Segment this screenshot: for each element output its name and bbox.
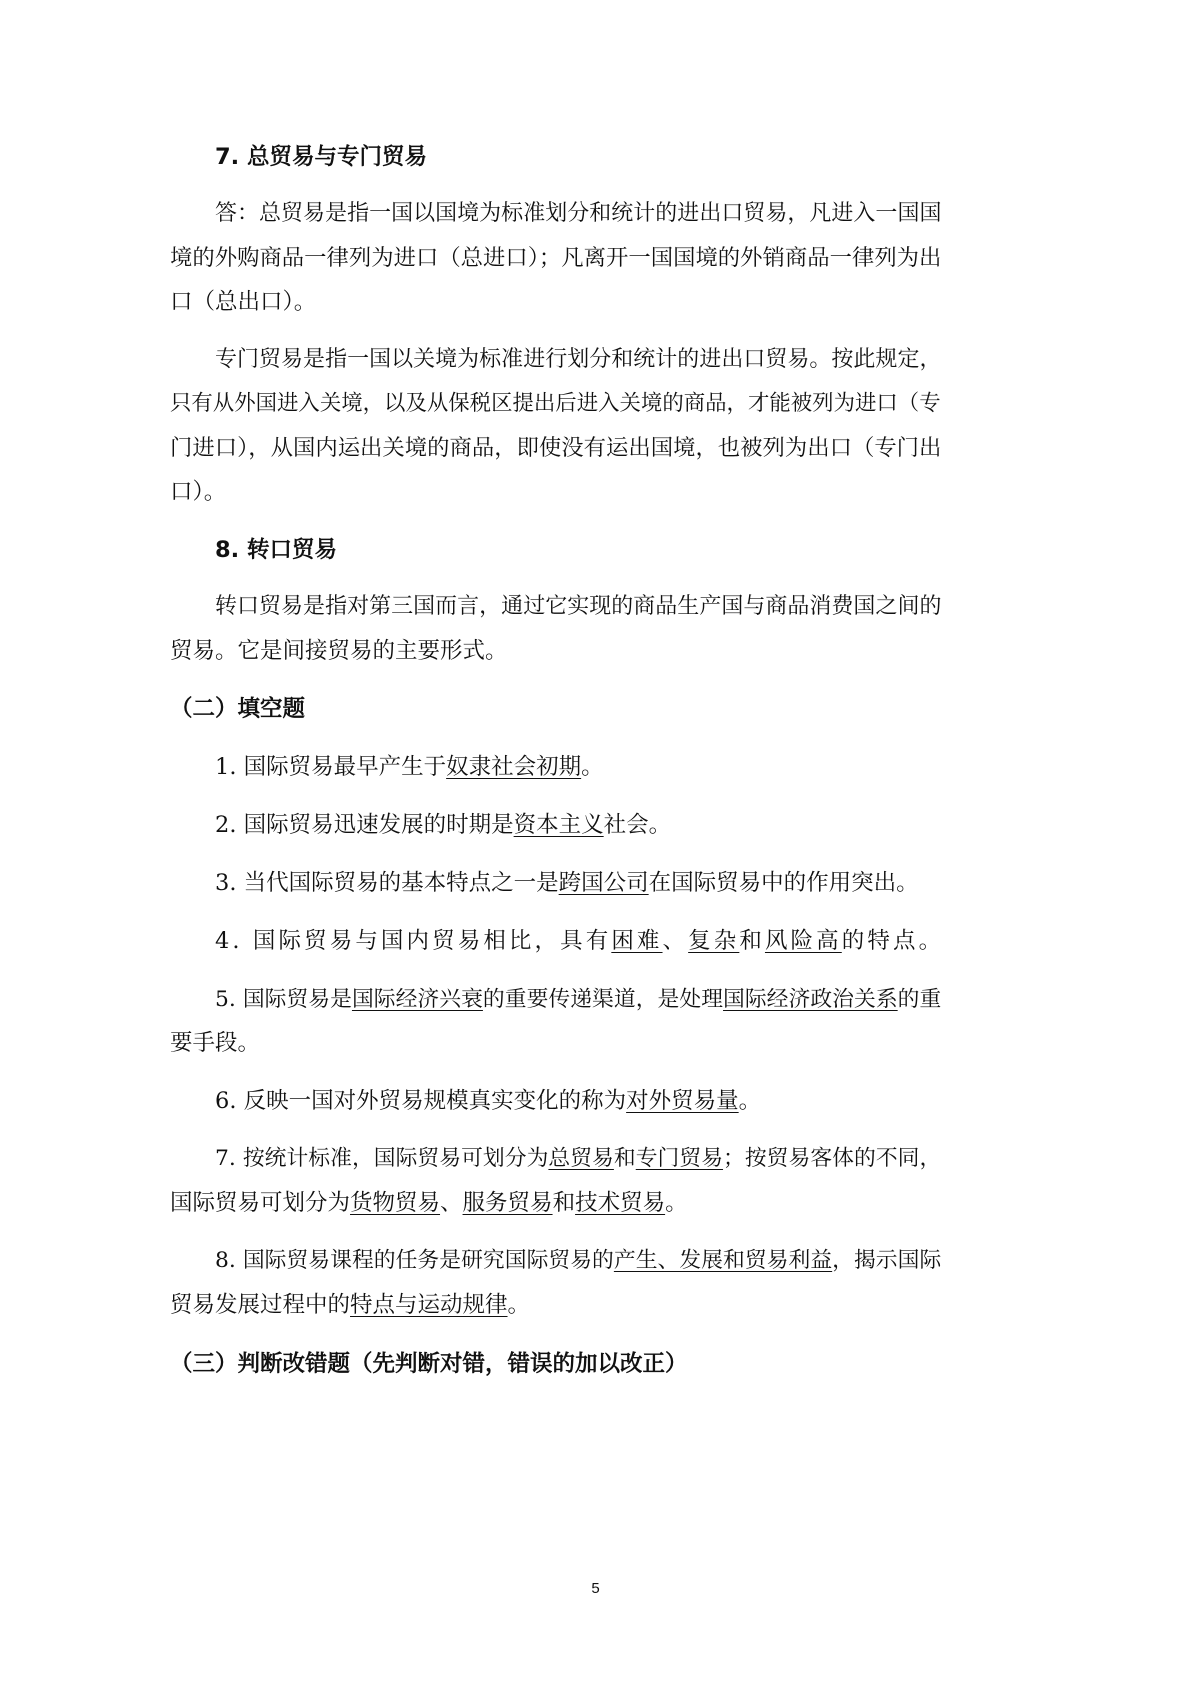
text-line — [215, 868, 919, 898]
answer-blank: 国际经济兴衰 — [351, 987, 483, 1012]
text-segment: 6. 反映一国对外贸易规模真实变化的称为 — [215, 1088, 627, 1114]
answer-blank: 复杂 — [688, 928, 740, 954]
answer-blank: 国际经济政治关系 — [723, 987, 898, 1012]
text-segment: 7. 按统计标准，国际贸易可划分为 — [215, 1146, 549, 1171]
text-segment: 、 — [440, 1190, 463, 1216]
text-segment: 只有从外国进入关境，以及从保税区提出后进入关境的商品，才能被列为进口（专 — [170, 391, 941, 416]
text-segment: 、 — [662, 928, 689, 954]
answer-blank: 奴隶社会初期 — [446, 754, 582, 780]
answer-blank: 特点与运动规律 — [350, 1292, 508, 1318]
text-segment: 国际贸易可划分为 — [170, 1190, 351, 1216]
text-segment: 和 — [739, 928, 765, 954]
text-segment: 8. 转口贸易 — [215, 537, 338, 563]
text-segment: （二）填空题 — [170, 696, 306, 722]
text-line — [215, 592, 941, 622]
answer-blank: 技术贸易 — [575, 1190, 666, 1216]
text-line — [215, 810, 671, 840]
text-line — [170, 1188, 688, 1218]
answer-blank: 跨国公司 — [558, 870, 649, 896]
text-segment: 。 — [507, 1292, 531, 1318]
text-segment: 。 — [738, 1088, 762, 1114]
text-segment: 要手段。 — [170, 1030, 261, 1056]
text-segment: 的重 — [897, 987, 942, 1012]
page-number: 5 — [591, 1580, 600, 1597]
text-segment: （三）判断改错题（先判断对错，错误的加以改正） — [170, 1351, 688, 1377]
text-segment: 口）。 — [170, 479, 227, 505]
answer-blank: 资本主义 — [513, 812, 604, 838]
text-segment: 转口贸易是指对第三国而言，通过它实现的商品生产国与商品消费国之间的 — [215, 594, 942, 619]
text-segment: 答：总贸易是指一国以国境为标准划分和统计的进出口贸易，凡进入一国国 — [215, 201, 942, 226]
text-segment: ；按贸易客体的不同， — [723, 1146, 942, 1171]
text-segment: 的特点。 — [841, 928, 945, 954]
text-line — [215, 345, 941, 375]
answer-blank: 专门贸易 — [635, 1146, 724, 1171]
text-segment: 口（总出口）。 — [170, 289, 317, 315]
text-segment: 贸易。它是间接贸易的主要形式。 — [170, 638, 508, 664]
text-segment: 社会。 — [603, 812, 672, 838]
answer-blank: 风险高 — [764, 928, 842, 954]
text-segment: 的重要传递渠道，是处理 — [482, 987, 724, 1012]
answer-blank: 产生、发展和贸易利益 — [613, 1248, 833, 1273]
text-line — [170, 433, 941, 463]
answer-blank: 服务贸易 — [462, 1190, 553, 1216]
text-segment: 3. 当代国际贸易的基本特点之一是 — [215, 870, 559, 896]
text-line — [215, 1086, 761, 1116]
text-segment: 5. 国际贸易是 — [215, 987, 352, 1012]
text-line — [215, 199, 941, 229]
answer-blank: 困难 — [611, 928, 663, 954]
text-line — [170, 477, 226, 507]
text-segment: 境的外购商品一律列为进口（总进口）；凡离开一国国境的外销商品一律列为出 — [170, 245, 942, 271]
text-segment: 。 — [665, 1190, 688, 1216]
answer-blank: 货物贸易 — [350, 1190, 441, 1216]
text-segment: 1. 国际贸易最早产生于 — [215, 754, 447, 780]
text-segment: 4. 国际贸易与国内贸易相比，具有 — [215, 928, 612, 954]
text-segment: 和 — [613, 1146, 636, 1171]
text-line — [170, 1028, 260, 1058]
text-segment: 7. 总贸易与专门贸易 — [215, 144, 428, 170]
text-line — [170, 1290, 530, 1320]
text-segment: 。 — [581, 754, 604, 780]
text-segment: 和 — [552, 1190, 576, 1216]
text-line — [215, 985, 941, 1015]
text-line — [215, 1246, 941, 1276]
answer-blank: 总贸易 — [548, 1146, 614, 1171]
text-segment: 贸易发展过程中的 — [170, 1292, 351, 1318]
text-segment: 门进口），从国内运出关境的商品，即使没有运出国境，也被列为出口（专门出 — [170, 435, 942, 461]
section-heading — [215, 142, 427, 172]
text-segment: 8. 国际贸易课程的任务是研究国际贸易的 — [215, 1248, 614, 1273]
text-line — [170, 287, 316, 317]
text-line — [170, 243, 941, 273]
text-segment: ，揭示国际 — [832, 1248, 942, 1273]
text-segment: 2. 国际贸易迅速发展的时期是 — [215, 812, 514, 838]
text-line — [215, 752, 604, 782]
section-heading — [170, 694, 305, 724]
answer-blank: 对外贸易量 — [626, 1088, 739, 1114]
text-segment: 在国际贸易中的作用突出。 — [648, 870, 919, 896]
text-line — [215, 1144, 941, 1174]
text-segment: 专门贸易是指一国以关境为标准进行划分和统计的进出口贸易。按此规定， — [215, 347, 942, 372]
text-line — [170, 636, 508, 666]
text-line — [215, 926, 944, 956]
section-heading — [170, 1349, 688, 1379]
text-line — [170, 389, 941, 419]
section-heading — [215, 535, 337, 565]
